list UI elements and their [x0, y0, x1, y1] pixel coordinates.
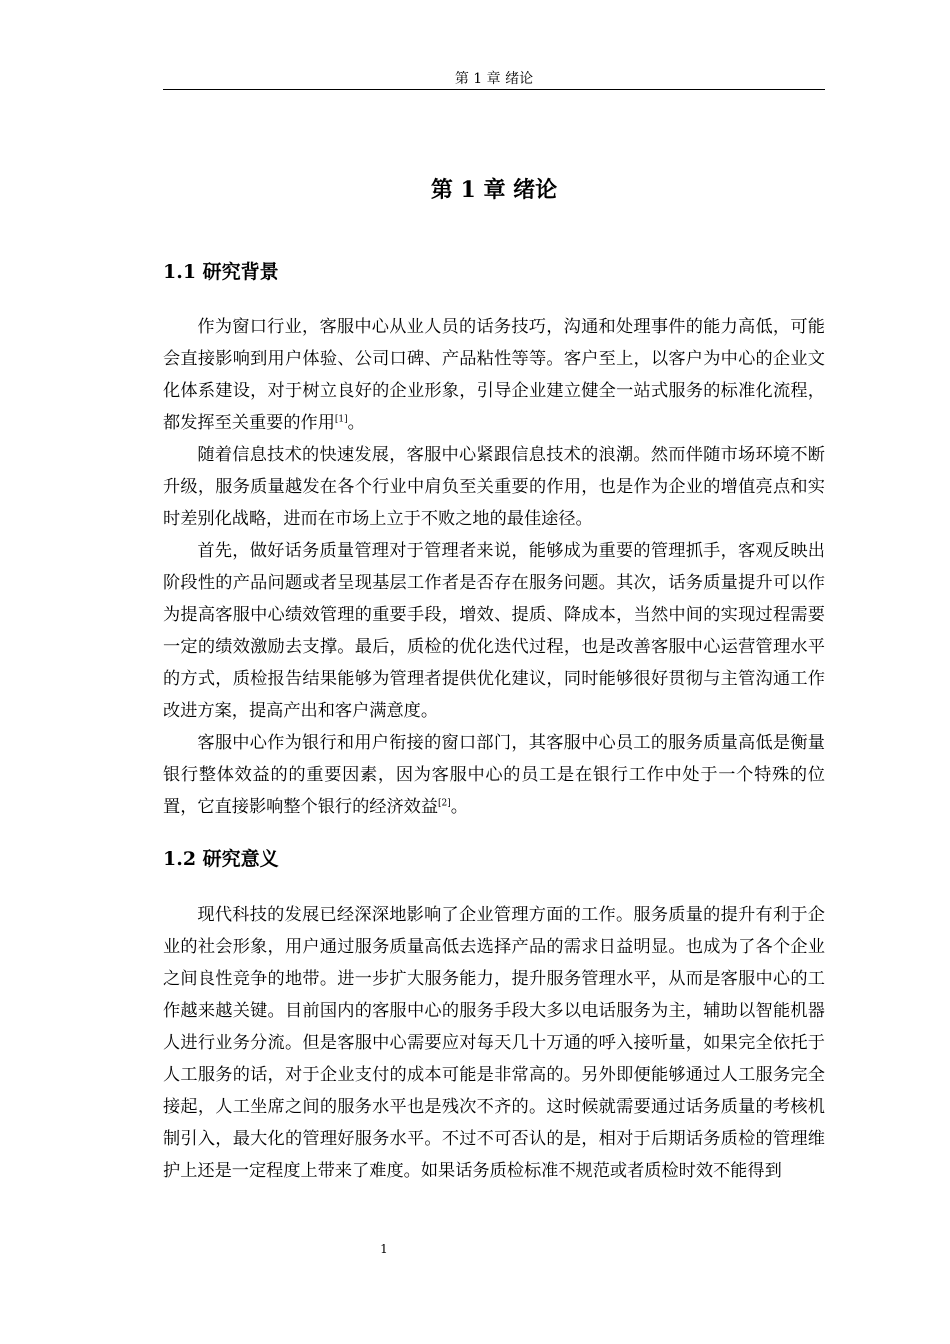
running-header: 第 1 章 绪论 — [454, 71, 534, 87]
section-title-1-1: 1.1 研究背景 — [163, 261, 279, 283]
paragraph: 现代科技的发展已经深深地影响了企业管理方面的工作。服务质量的提升有利于企业的社会形象，用户通过服务质量高低去选择产品的需求日益明显。也成为了各个企业之间良性竞争的地带。进一步扩大服务能力，提升服务管理水平，从而是客服中心的工作越来越关键。目前国内的客服中心的服务手段大多以电话服务为主，辅助以智能机器人进行业务分流。但是客服中心需要应对每天几十万通的呼入接听量，如果完全依托于人工服务的话，对于企业支付的成本可能是非常高的。另外即便能够通过人工服务完全接起，人工坐席之间的服务水平也是残次不齐的。这时候就需要通过话务质量的考核机制引入，最大化的管理好服务水平。不过不可否认的是，相对于后期话务质检的管理维护上还是一定程度上带来了难度。如果话务质检标准不规范或者质检时效不能得到 — [163, 905, 825, 1181]
chapter-title: 第 1 章 绪论 — [430, 177, 558, 203]
section-title-1-2: 1.2 研究意义 — [163, 848, 279, 870]
header-rule — [163, 89, 825, 90]
paragraph: 客服中心作为银行和用户衔接的窗口部门，其客服中心员工的服务质量高低是衡量银行整体效益的的重要因素，因为客服中心的员工是在银行工作中处于一个特殊的位置，它直接影响整个银行的经济效益[2]。 — [163, 733, 825, 817]
paragraph: 随着信息技术的快速发展，客服中心紧跟信息技术的浪潮。然而伴随市场环境不断升级，服务质量越发在各个行业中肩负至关重要的作用，也是作为企业的增值亮点和实时差别化战略，进而在市场上立于不败之地的最佳途径。 — [163, 445, 825, 529]
citation: [2] — [438, 798, 451, 809]
page-number: 1 — [380, 1242, 388, 1256]
paragraph: 作为窗口行业，客服中心从业人员的话务技巧，沟通和处理事件的能力高低，可能会直接影响到用户体验、公司口碑、产品粘性等等。客户至上，以客户为中心的企业文化体系建设，对于树立良好的企业形象，引导企业建立健全一站式服务的标准化流程，都发挥至关重要的作用[1]。 — [163, 317, 825, 433]
paragraph: 首先，做好话务质量管理对于管理者来说，能够成为重要的管理抓手，客观反映出阶段性的产品问题或者呈现基层工作者是否存在服务问题。其次，话务质量提升可以作为提高客服中心绩效管理的重要手段，增效、提质、降成本，当然中间的实现过程需要一定的绩效激励去支撑。最后，质检的优化迭代过程，也是改善客服中心运营管理水平的方式，质检报告结果能够为管理者提供优化建议，同时能够很好贯彻与主管沟通工作改进方案，提高产出和客户满意度。 — [163, 541, 825, 721]
citation: [1] — [334, 414, 348, 425]
